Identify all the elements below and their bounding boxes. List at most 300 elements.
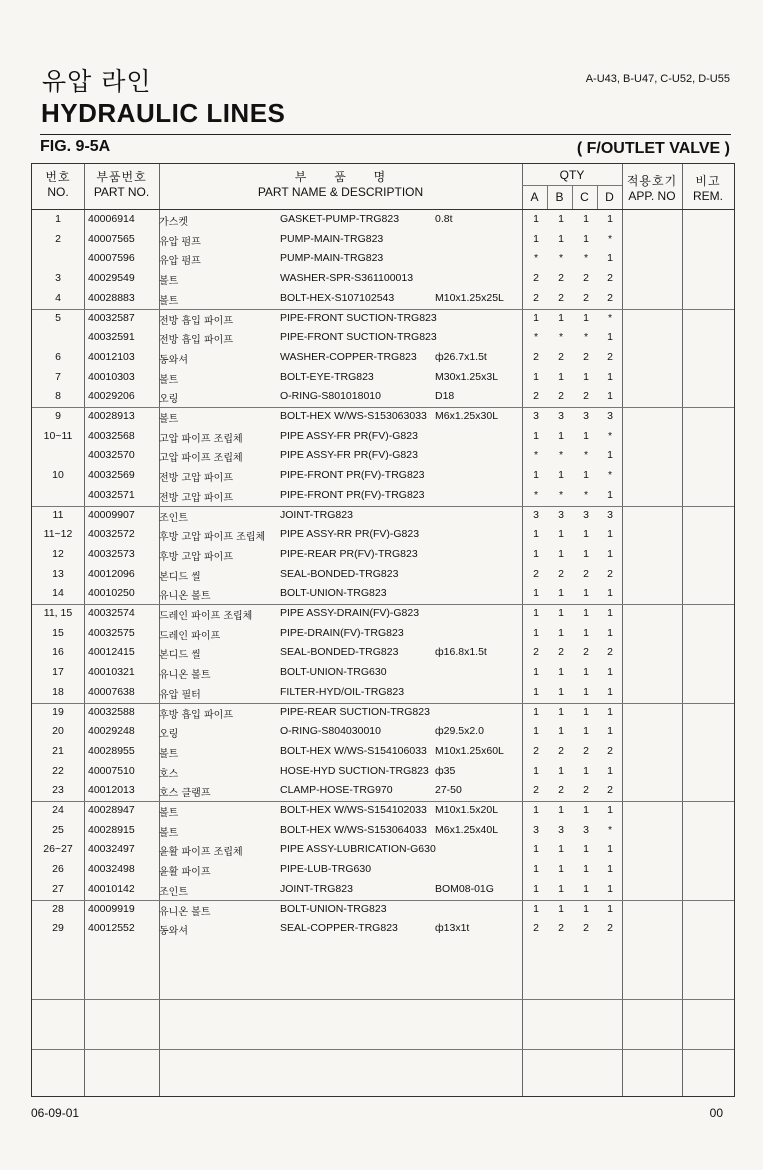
- table-row: [32, 328, 734, 348]
- table-row: [32, 840, 734, 860]
- table-row: [32, 387, 734, 407]
- cell-spec: M10x1.25x25L: [435, 291, 504, 304]
- cell-d: *: [607, 823, 613, 836]
- cell-ko: 전방 흡입 파이프: [159, 315, 233, 327]
- cell-b: 1: [558, 804, 564, 816]
- table-row: [32, 781, 734, 801]
- cell-no: 15: [52, 626, 64, 639]
- cell-d: 3: [607, 410, 613, 422]
- cell-d: 1: [607, 390, 613, 403]
- group-separator: [32, 604, 734, 605]
- cell-ko: 볼트: [159, 827, 179, 839]
- cell-a: 1: [533, 764, 539, 777]
- cell-ko: 유니온 볼트: [159, 906, 211, 918]
- cell-d: 2: [607, 922, 613, 935]
- cell-a: 2: [533, 350, 539, 363]
- cell-part: 40032572: [88, 528, 135, 541]
- cell-part: 40012415: [88, 646, 135, 659]
- cell-b: 1: [558, 666, 564, 679]
- cell-spec: ф13x1t: [435, 922, 470, 935]
- cell-a: 2: [533, 744, 539, 757]
- cell-ko: 볼트: [159, 748, 179, 760]
- table-row: [32, 249, 734, 269]
- cell-no: 21: [52, 744, 64, 757]
- cell-d: 1: [607, 547, 613, 560]
- cell-no: 16: [52, 646, 64, 659]
- cell-a: 2: [533, 922, 539, 935]
- cell-b: 2: [558, 646, 564, 659]
- cell-en: BOLT-UNION-TRG823: [280, 587, 387, 600]
- cell-d: 2: [607, 744, 613, 757]
- cell-ko: 드레인 파이프: [159, 630, 221, 642]
- cell-ko: 오링: [159, 729, 179, 741]
- cell-no: 27: [52, 882, 64, 895]
- table-row: [32, 584, 734, 604]
- cell-b: *: [558, 331, 564, 344]
- cell-a: 3: [533, 508, 539, 521]
- cell-b: 1: [558, 882, 564, 895]
- cell-c: *: [583, 488, 589, 501]
- table-row: [32, 604, 734, 624]
- table-row: [32, 230, 734, 250]
- cell-c: 1: [583, 863, 589, 876]
- header-part-name: [159, 168, 522, 199]
- cell-a: 1: [533, 232, 539, 245]
- table-row: [32, 860, 734, 880]
- cell-c: 1: [583, 666, 589, 679]
- cell-a: *: [533, 331, 539, 344]
- table-row: [32, 525, 734, 545]
- cell-c: 1: [583, 902, 589, 915]
- cell-a: 1: [533, 607, 539, 619]
- cell-no: 12: [52, 547, 64, 560]
- cell-b: 1: [558, 626, 564, 639]
- cell-en: JOINT-TRG823: [280, 882, 353, 895]
- cell-c: 2: [583, 291, 589, 304]
- header-part-no: [84, 168, 159, 199]
- figure-number: FIG. 9-5A: [40, 138, 111, 155]
- cell-no: 20: [52, 725, 64, 738]
- cell-ko: 동와셔: [159, 926, 188, 938]
- cell-spec: ф16.8x1.5t: [435, 646, 487, 659]
- cell-part: 40028915: [88, 823, 135, 836]
- cell-c: 1: [583, 547, 589, 560]
- group-separator: [32, 506, 734, 507]
- table-row: [32, 466, 734, 486]
- table-row: [32, 210, 734, 230]
- cell-spec: D18: [435, 390, 455, 403]
- cell-a: 2: [533, 646, 539, 659]
- cell-part: 40028955: [88, 744, 135, 757]
- cell-ko: 전방 고압 파이프: [159, 473, 233, 485]
- cell-en: SEAL-BONDED-TRG823: [280, 646, 399, 659]
- cell-en: PUMP-MAIN-TRG823: [280, 232, 384, 245]
- cell-spec: M30x1.25x3L: [435, 370, 499, 383]
- cell-a: 1: [533, 882, 539, 895]
- cell-b: 2: [558, 784, 564, 797]
- cell-d: 2: [607, 567, 613, 580]
- cell-no: 22: [52, 764, 64, 777]
- cell-en: BOLT-HEX-S107102543: [280, 291, 395, 304]
- header-rem-ko: 비고: [695, 174, 721, 188]
- cell-d: 1: [607, 449, 613, 462]
- cell-en: PIPE ASSY-LUBRICATION-G630: [280, 843, 436, 856]
- table-row: [32, 427, 734, 447]
- cell-c: 1: [583, 213, 589, 225]
- cell-a: 1: [533, 685, 539, 698]
- cell-ko: 유니온 볼트: [159, 591, 211, 603]
- table-row: [32, 683, 734, 703]
- cell-part: 40009919: [88, 902, 135, 915]
- cell-spec: M6x1.25x40L: [435, 823, 499, 836]
- cell-part: 40010303: [88, 370, 135, 383]
- cell-en: HOSE-HYD SUCTION-TRG823: [280, 764, 429, 777]
- table-row: [32, 801, 734, 821]
- cell-c: 1: [583, 311, 589, 324]
- cell-part: 40032573: [88, 547, 135, 560]
- cell-no: 7: [55, 370, 61, 383]
- cell-b: 1: [558, 232, 564, 245]
- cell-a: 2: [533, 567, 539, 580]
- cell-no: 3: [55, 272, 61, 285]
- header-qty-a: A: [530, 190, 539, 204]
- parts-table: [31, 163, 735, 1097]
- table-row: [32, 269, 734, 289]
- cell-d: 2: [607, 646, 613, 659]
- cell-a: *: [533, 488, 539, 501]
- cell-ko: 윤활 파이프: [159, 867, 211, 879]
- cell-no: 26: [52, 863, 64, 876]
- cell-c: 1: [583, 685, 589, 698]
- cell-part: 40012096: [88, 567, 135, 580]
- cell-c: 1: [583, 607, 589, 619]
- cell-part: 40029206: [88, 390, 135, 403]
- cell-a: 1: [533, 666, 539, 679]
- group-separator: [32, 801, 734, 802]
- cell-en: PIPE-REAR SUCTION-TRG823: [280, 705, 430, 718]
- cell-c: *: [583, 449, 589, 462]
- cell-no: 5: [55, 311, 61, 324]
- cell-d: 1: [607, 685, 613, 698]
- cell-no: 29: [52, 922, 64, 935]
- cell-b: 2: [558, 744, 564, 757]
- cell-no: 11~12: [43, 528, 73, 541]
- cell-a: 1: [533, 587, 539, 600]
- cell-en: O-RING-S801018010: [280, 390, 381, 403]
- blank-rule: [32, 1049, 734, 1050]
- cell-ko: 볼트: [159, 808, 179, 819]
- cell-a: 1: [533, 213, 539, 225]
- table-row: [32, 309, 734, 329]
- cell-d: *: [607, 311, 613, 324]
- cell-a: 2: [533, 272, 539, 285]
- cell-en: PIPE-FRONT SUCTION-TRG823: [280, 331, 437, 344]
- cell-en: PIPE-FRONT PR(FV)-TRG823: [280, 488, 425, 501]
- title-korean: 유압 라인: [42, 67, 152, 96]
- cell-ko: 볼트: [159, 295, 179, 307]
- cell-ko: 고압 파이프 조립체: [159, 433, 243, 445]
- cell-en: PIPE ASSY-RR PR(FV)-G823: [280, 528, 420, 541]
- cell-no: 11, 15: [43, 607, 73, 619]
- cell-d: 1: [607, 804, 613, 816]
- cell-c: 1: [583, 764, 589, 777]
- cell-b: *: [558, 488, 564, 501]
- cell-en: BOLT-UNION-TRG630: [280, 666, 387, 679]
- cell-c: 2: [583, 567, 589, 580]
- header-remarks: [682, 172, 734, 203]
- cell-d: 1: [607, 213, 613, 225]
- header-no-ko: 번호: [45, 170, 71, 184]
- header-app-en: APP. NO: [628, 189, 676, 203]
- header-name-ko: 부 품 명: [294, 170, 387, 184]
- cell-part: 40010250: [88, 587, 135, 600]
- cell-c: 1: [583, 626, 589, 639]
- cell-en: PIPE ASSY-DRAIN(FV)-G823: [280, 607, 420, 619]
- cell-b: 1: [558, 469, 564, 482]
- cell-no: 25: [52, 823, 64, 836]
- header-part-en: PART NO.: [93, 185, 150, 199]
- cell-c: 2: [583, 646, 589, 659]
- header-qty-b: B: [555, 190, 564, 204]
- header-qty: QTY: [559, 168, 585, 182]
- cell-en: GASKET-PUMP-TRG823: [280, 213, 400, 225]
- cell-b: 1: [558, 607, 564, 619]
- header-app-ko: 적용호기: [626, 174, 678, 188]
- cell-a: 1: [533, 902, 539, 915]
- cell-d: 1: [607, 725, 613, 738]
- cell-a: 1: [533, 528, 539, 541]
- table-row: [32, 722, 734, 742]
- cell-a: 1: [533, 370, 539, 383]
- cell-b: *: [558, 252, 564, 265]
- table-row: [32, 446, 734, 466]
- cell-ko: 볼트: [159, 374, 179, 386]
- cell-c: 1: [583, 370, 589, 383]
- cell-d: 3: [607, 508, 613, 521]
- cell-ko: 유압 필터: [159, 689, 201, 701]
- cell-c: 1: [583, 587, 589, 600]
- cell-ko: 전방 흡입 파이프: [159, 335, 233, 347]
- cell-en: BOLT-UNION-TRG823: [280, 902, 387, 915]
- cell-ko: 유압 펌프: [159, 256, 201, 268]
- cell-a: 1: [533, 705, 539, 718]
- cell-b: 2: [558, 922, 564, 935]
- header-rem-en: REM.: [693, 189, 723, 203]
- blank-rule: [32, 999, 734, 1000]
- cell-en: BOLT-EYE-TRG823: [280, 370, 374, 383]
- cell-c: 3: [583, 823, 589, 836]
- cell-part: 40009907: [88, 508, 135, 521]
- cell-en: BOLT-HEX W/WS-S153063033: [280, 410, 427, 422]
- cell-d: 1: [607, 331, 613, 344]
- model-list: A-U43, B-U47, C-U52, D-U55: [585, 73, 730, 85]
- cell-d: *: [607, 429, 613, 442]
- cell-d: 1: [607, 587, 613, 600]
- group-separator: [32, 703, 734, 704]
- cell-a: 3: [533, 823, 539, 836]
- cell-part: 40032569: [88, 469, 135, 482]
- cell-c: 1: [583, 725, 589, 738]
- cell-b: 1: [558, 902, 564, 915]
- table-row: [32, 900, 734, 920]
- header-name-en: PART NAME & DESCRIPTION: [257, 185, 424, 199]
- cell-c: 1: [583, 528, 589, 541]
- cell-part: 40028947: [88, 804, 135, 816]
- cell-b: 1: [558, 213, 564, 225]
- table-row: [32, 289, 734, 309]
- cell-en: WASHER-SPR-S361100013: [280, 272, 414, 285]
- cell-d: 1: [607, 252, 613, 265]
- cell-part: 40029549: [88, 272, 135, 285]
- cell-part: 40029248: [88, 725, 135, 738]
- cell-b: 2: [558, 272, 564, 285]
- cell-no: 6: [55, 350, 61, 363]
- cell-spec: M10x1.5x20L: [435, 804, 499, 816]
- cell-part: 40032575: [88, 626, 135, 639]
- cell-en: O-RING-S804030010: [280, 725, 381, 738]
- cell-no: 14: [52, 587, 64, 600]
- cell-d: 1: [607, 705, 613, 718]
- cell-a: *: [533, 252, 539, 265]
- cell-a: 1: [533, 469, 539, 482]
- cell-en: JOINT-TRG823: [280, 508, 353, 521]
- cell-part: 40007565: [88, 232, 135, 245]
- cell-d: 2: [607, 350, 613, 363]
- cell-en: PIPE-FRONT SUCTION-TRG823: [280, 311, 437, 324]
- cell-part: 40012552: [88, 922, 135, 935]
- table-row: [32, 643, 734, 663]
- cell-en: PIPE-LUB-TRG630: [280, 863, 372, 876]
- table-row: [32, 762, 734, 782]
- cell-no: 10: [52, 469, 64, 482]
- title-english: HYDRAULIC LINES: [41, 98, 286, 128]
- table-row: [32, 368, 734, 388]
- cell-c: 1: [583, 843, 589, 856]
- table-row: [32, 919, 734, 939]
- cell-en: PIPE-REAR PR(FV)-TRG823: [280, 547, 418, 560]
- cell-a: 2: [533, 784, 539, 797]
- group-separator: [32, 407, 734, 408]
- cell-spec: ф26.7x1.5t: [435, 350, 487, 363]
- cell-spec: M10x1.25x60L: [435, 744, 504, 757]
- cell-c: 1: [583, 705, 589, 718]
- cell-part: 40032497: [88, 843, 135, 856]
- cell-b: 1: [558, 370, 564, 383]
- header-part-ko: 부품번호: [96, 170, 147, 184]
- cell-no: 17: [52, 666, 64, 679]
- cell-ko: 볼트: [159, 276, 179, 288]
- cell-d: 1: [607, 488, 613, 501]
- cell-a: 3: [533, 410, 539, 422]
- cell-b: 1: [558, 843, 564, 856]
- cell-b: 1: [558, 528, 564, 541]
- cell-en: BOLT-HEX W/WS-S154106033: [280, 744, 427, 757]
- cell-ko: 후방 흡입 파이프: [159, 709, 233, 721]
- header-no: [32, 168, 84, 199]
- cell-c: *: [583, 252, 589, 265]
- cell-no: 10~11: [43, 429, 73, 442]
- cell-a: 1: [533, 429, 539, 442]
- cell-part: 40032591: [88, 331, 135, 344]
- cell-ko: 조인트: [159, 886, 188, 898]
- cell-no: 19: [52, 705, 64, 718]
- cell-en: FILTER-HYD/OIL-TRG823: [280, 685, 405, 698]
- cell-ko: 호스: [159, 768, 179, 780]
- cell-spec: 0.8t: [435, 213, 453, 225]
- cell-a: 1: [533, 626, 539, 639]
- cell-part: 40010321: [88, 666, 135, 679]
- cell-b: 2: [558, 291, 564, 304]
- cell-c: 3: [583, 508, 589, 521]
- cell-b: 1: [558, 705, 564, 718]
- cell-part: 40006914: [88, 213, 135, 225]
- cell-spec: ф29.5x2.0: [435, 725, 484, 738]
- cell-part: 40007596: [88, 252, 135, 265]
- cell-a: 1: [533, 547, 539, 560]
- cell-en: BOLT-HEX W/WS-S154102033: [280, 804, 427, 816]
- cell-d: *: [607, 469, 613, 482]
- cell-no: 28: [52, 902, 64, 915]
- group-separator: [32, 900, 734, 901]
- cell-part: 40012103: [88, 350, 135, 363]
- cell-d: 2: [607, 272, 613, 285]
- cell-part: 40032574: [88, 607, 135, 619]
- cell-d: *: [607, 232, 613, 245]
- cell-ko: 동와셔: [159, 354, 188, 366]
- cell-b: 3: [558, 508, 564, 521]
- cell-b: 1: [558, 685, 564, 698]
- cell-c: 1: [583, 804, 589, 816]
- cell-no: 24: [52, 804, 64, 816]
- cell-b: 3: [558, 410, 564, 422]
- cell-d: 1: [607, 370, 613, 383]
- cell-no: 23: [52, 784, 64, 797]
- cell-part: 40032498: [88, 863, 135, 876]
- table-row: [32, 624, 734, 644]
- cell-ko: 후방 고압 파이프 조립체: [159, 532, 266, 544]
- header-qty-d: D: [605, 190, 614, 204]
- cell-d: 1: [607, 843, 613, 856]
- cell-ko: 호스 클램프: [159, 788, 211, 800]
- cell-part: 40012013: [88, 784, 135, 797]
- table-row: [32, 506, 734, 526]
- cell-en: PIPE-FRONT PR(FV)-TRG823: [280, 469, 425, 482]
- cell-ko: 고압 파이프 조립체: [159, 453, 243, 465]
- cell-no: 4: [55, 291, 61, 304]
- cell-part: 40032570: [88, 449, 135, 462]
- cell-ko: 볼트: [159, 414, 179, 425]
- cell-b: 2: [558, 350, 564, 363]
- cell-ko: 유압 펌프: [159, 236, 201, 248]
- cell-b: 2: [558, 567, 564, 580]
- cell-no: 11: [52, 508, 64, 521]
- cell-b: 1: [558, 429, 564, 442]
- table-row: [32, 663, 734, 683]
- cell-d: 1: [607, 902, 613, 915]
- section-name: ( F/OUTLET VALVE ): [576, 140, 730, 157]
- cell-ko: 본디드 씰: [159, 571, 201, 583]
- cell-no: 8: [55, 390, 61, 403]
- cell-d: 1: [607, 666, 613, 679]
- cell-ko: 유니온 볼트: [159, 670, 211, 682]
- cell-spec: ф35: [435, 764, 456, 777]
- table-row: [32, 821, 734, 841]
- footer-date: 06-09-01: [31, 1106, 80, 1120]
- cell-spec: 27-50: [435, 784, 462, 797]
- cell-part: 40032587: [88, 311, 135, 324]
- cell-d: 2: [607, 784, 613, 797]
- cell-c: 1: [583, 232, 589, 245]
